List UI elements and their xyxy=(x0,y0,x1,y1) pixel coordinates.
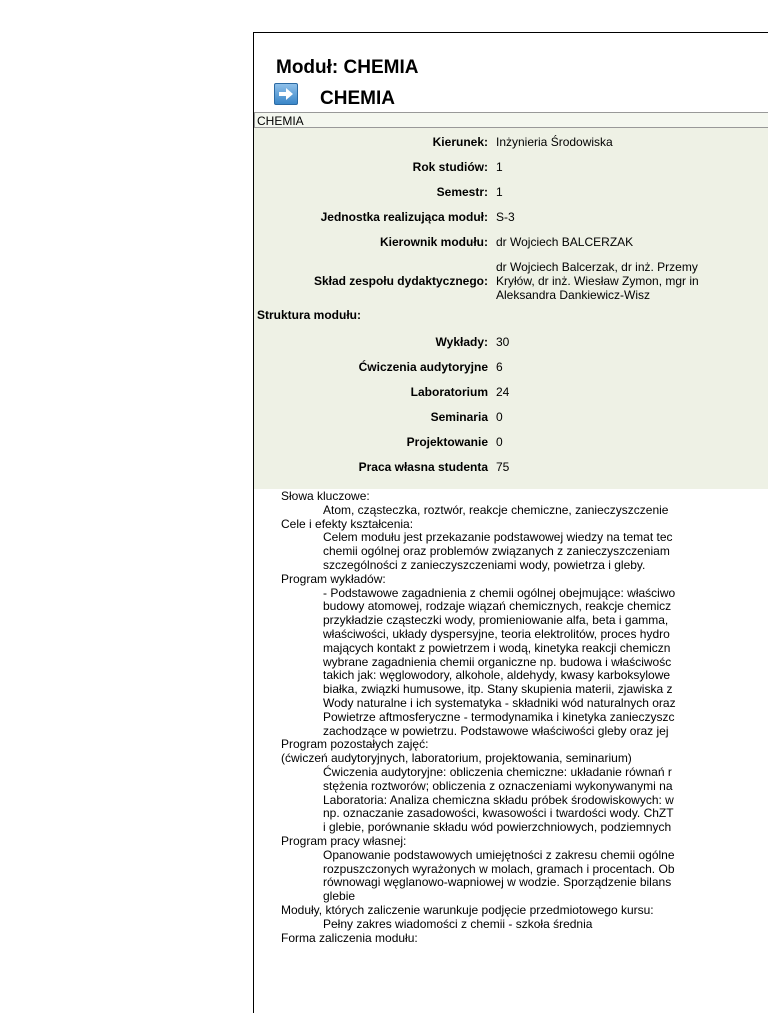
team-line: dr Wojciech Balcerzak, dr inż. Przemy xyxy=(496,260,698,274)
structure-label: Wykłady: xyxy=(435,335,488,349)
description-heading: Program wykładów: xyxy=(281,571,386,586)
structure-value: 24 xyxy=(496,385,510,399)
structure-value: 30 xyxy=(496,335,510,349)
description-heading: Forma zaliczenia modułu: xyxy=(281,930,418,945)
description-line: Ćwiczenia audytoryjne: obliczenia chemiczne: układanie równań r xyxy=(323,764,672,779)
description-line: budowy atomowej, rodzaje wiązań chemicznych, reakcje chemicz xyxy=(323,599,672,614)
structure-value: 0 xyxy=(496,410,503,424)
description-line: i glebie, porównanie składu wód powierzchniowych, podziemnych xyxy=(323,820,672,835)
description-line: chemii ogólnej oraz problemów związanych z zanieczyszczeniam xyxy=(323,544,670,559)
field-label: Kierownik modułu: xyxy=(380,235,488,249)
structure-value: 75 xyxy=(496,460,510,474)
structure-label: Ćwiczenia audytoryjne xyxy=(358,360,488,374)
structure-value: 6 xyxy=(496,360,503,374)
team-line: Aleksandra Dankiewicz-Wisz xyxy=(496,288,651,302)
description-line: takich jak: węglowodory, alkohole, aldehydy, kwasy karboksylowe xyxy=(323,668,671,683)
description-line: - Podstawowe zagadnienia z chemii ogólnej obejmujące: właściwo xyxy=(323,585,676,600)
description-line: stężenia roztworów; obliczenia z oznaczeniami wykonywanymi na xyxy=(323,778,673,793)
team-value xyxy=(496,260,699,302)
field-value: dr Wojciech BALCERZAK xyxy=(496,235,634,249)
structure-label: Projektowanie xyxy=(406,435,488,449)
description-line: Pełny zakres wiadomości z chemii - szkoła średnia xyxy=(323,916,593,931)
description-heading: Moduły, których zaliczenie warunkuje podjęcie przedmiotowego kursu: xyxy=(281,902,654,917)
structure-value: 0 xyxy=(496,435,503,449)
info-box-title: CHEMIA xyxy=(254,112,768,128)
description-line: Celem modułu jest przekazanie podstawowej wiedzy na temat tec xyxy=(323,530,673,545)
structure-label: Laboratorium xyxy=(410,385,488,399)
structure-label: Praca własna studenta xyxy=(358,460,488,474)
description-line: białka, związki humusowe, itp. Stany skupienia materii, zjawiska z xyxy=(323,682,673,697)
field-value: Inżynieria Środowiska xyxy=(496,135,613,149)
description-heading: (ćwiczeń audytoryjnych, laboratorium, projektowania, seminarium) xyxy=(281,751,632,766)
description-line: właściwości, układy dyspersyjne, teoria elektrolitów, proces hydro xyxy=(323,626,670,641)
description-line: Atom, cząsteczka, roztwór, reakcje chemiczne, zanieczyszczenie xyxy=(323,502,669,517)
description-line: szczególności z zanieczyszczeniami wody, powietrza i gleby. xyxy=(323,557,646,572)
description-line: zachodzące w powietrzu. Podstawowe właściwości gleby oraz jej xyxy=(323,723,669,738)
description-line: Wody naturalne i ich systematyka - składniki wód naturalnych oraz xyxy=(323,695,676,710)
field-label: Jednostka realizująca moduł: xyxy=(320,210,488,224)
description-line: Opanowanie podstawowych umiejętności z zakresu chemii ogólne xyxy=(323,847,675,862)
field-value: S-3 xyxy=(496,210,515,224)
description-line: np. oznaczanie zasadowości, kwasowości i twardości wody. ChZT xyxy=(323,806,674,821)
description-heading: Program pozostałych zajęć: xyxy=(281,737,429,752)
description-heading: Program pracy własnej: xyxy=(281,833,407,848)
description-line: glebie xyxy=(323,889,356,904)
description-line: rozpuszczonych wyrażonych w molach, gramach i procentach. Ob xyxy=(323,861,675,876)
field-label: Kierunek: xyxy=(432,135,488,149)
description-line: Powietrze aftmosferyczne - termodynamika i kinetyka zanieczyszc xyxy=(323,709,675,724)
field-value: 1 xyxy=(496,160,503,174)
document-page xyxy=(253,32,768,1013)
description-heading: Cele i efekty kształcenia: xyxy=(281,516,414,531)
description-line: równowagi węglanowo-wapniowej w wodzie. Sporządzenie bilans xyxy=(323,875,672,890)
field-label: Rok studiów: xyxy=(412,160,488,174)
structure-title: Struktura modułu: xyxy=(257,308,361,322)
module-heading: Moduł: CHEMIA xyxy=(276,57,419,78)
arrow-right-icon[interactable] xyxy=(274,83,298,105)
description-line: mających kontakt z powietrzem i wodą, kinetyka reakcji chemiczn xyxy=(323,640,671,655)
field-label: Semestr: xyxy=(436,185,488,199)
description-line: przykładzie cząsteczki wody, promieniowanie alfa, beta i gamma, xyxy=(323,613,669,628)
team-label: Skład zespołu dydaktycznego: xyxy=(313,274,488,288)
field-value: 1 xyxy=(496,185,503,199)
module-subheading: CHEMIA xyxy=(320,88,395,109)
module-info-table xyxy=(254,128,768,489)
team-line: Kryłów, dr inż. Wiesław Zymon, mgr in xyxy=(496,274,699,288)
description-heading: Słowa kluczowe: xyxy=(281,489,370,503)
description-line: Laboratoria: Analiza chemiczna składu próbek środowiskowych: w xyxy=(323,792,674,807)
module-description xyxy=(281,490,768,945)
structure-label: Seminaria xyxy=(430,410,488,424)
description-line: wybrane zagadnienia chemii organiczne np. budowa i właściwośc xyxy=(323,654,672,669)
